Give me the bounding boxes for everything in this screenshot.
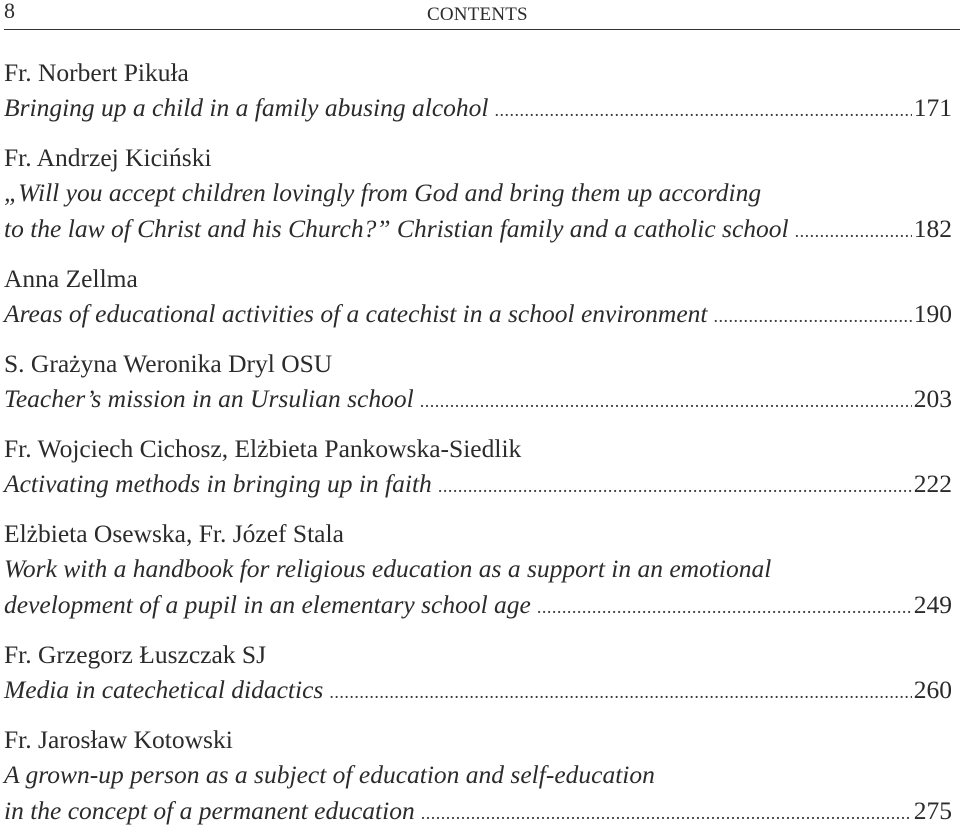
running-head: CONTENTS <box>427 4 528 25</box>
entry-title: in the concept of a permanent education <box>4 796 415 825</box>
entry-title-row[interactable] <box>4 90 952 128</box>
entry-title-row[interactable] <box>4 793 952 831</box>
dot-leader <box>713 298 911 334</box>
entry-page-number: 222 <box>913 469 952 498</box>
entry-author: Fr. Grzegorz Łuszczak SJ <box>4 640 266 669</box>
entry-title-row[interactable] <box>4 296 952 334</box>
entry-page-number: 275 <box>913 796 952 825</box>
entry-page-number: 182 <box>913 214 952 243</box>
entry-author: Anna Zellma <box>4 264 138 293</box>
contents-entry <box>4 347 952 419</box>
entry-author: Fr. Norbert Pikuła <box>4 58 189 87</box>
entry-title: Teacher’s mission in an Ursulian school <box>4 384 414 413</box>
entry-author: Fr. Jarosław Kotowski <box>4 725 233 754</box>
contents-entry <box>4 517 952 625</box>
entry-title: Media in catechetical didactics <box>4 675 324 704</box>
entry-title-row[interactable] <box>4 466 952 504</box>
dot-leader <box>421 795 912 831</box>
entry-title: Areas of educational activities of a catechist in a school environment <box>4 299 708 328</box>
contents-entry <box>4 262 952 334</box>
entry-title: to the law of Christ and his Church?” Christian family and a catholic school <box>4 214 789 243</box>
dot-leader <box>438 468 912 504</box>
entry-title: Activating methods in bringing up in faith <box>4 469 432 498</box>
entry-title: development of a pupil in an elementary school age <box>4 590 531 619</box>
entry-page-number: 190 <box>913 299 952 328</box>
entry-page-number: 203 <box>913 384 952 413</box>
page-number: 8 <box>4 0 15 23</box>
entry-title-row[interactable] <box>4 381 952 419</box>
entry-title-row[interactable] <box>4 587 952 625</box>
contents-entry <box>4 432 952 504</box>
entry-title: Bringing up a child in a family abusing alcohol <box>4 93 489 122</box>
dot-leader <box>537 589 912 625</box>
contents-entry <box>4 141 952 249</box>
entry-page-number: 260 <box>913 675 952 704</box>
contents-list <box>4 56 952 831</box>
entry-author: S. Grażyna Weronika Dryl OSU <box>4 349 333 378</box>
entry-author: Elżbieta Osewska, Fr. Józef Stala <box>4 519 344 548</box>
entry-author: Fr. Andrzej Kiciński <box>4 143 212 172</box>
dot-leader <box>494 92 911 128</box>
entry-page-number: 249 <box>913 590 952 619</box>
dot-leader <box>329 674 911 710</box>
contents-entry <box>4 723 952 831</box>
entry-title: A grown-up person as a subject of education and self-education <box>4 760 655 789</box>
dot-leader <box>420 383 912 419</box>
entry-title-row[interactable] <box>4 672 952 710</box>
dot-leader <box>795 213 912 249</box>
contents-entry <box>4 56 952 128</box>
entry-page-number: 171 <box>913 93 952 122</box>
contents-entry <box>4 638 952 710</box>
entry-author: Fr. Wojciech Cichosz, Elżbieta Pankowska-Siedlik <box>4 434 522 463</box>
entry-title-row[interactable] <box>4 211 952 249</box>
header-rule <box>4 29 960 30</box>
entry-title: „Will you accept children lovingly from God and bring them up according <box>4 178 762 207</box>
entry-title: Work with a handbook for religious education as a support in an emotional <box>4 554 772 583</box>
